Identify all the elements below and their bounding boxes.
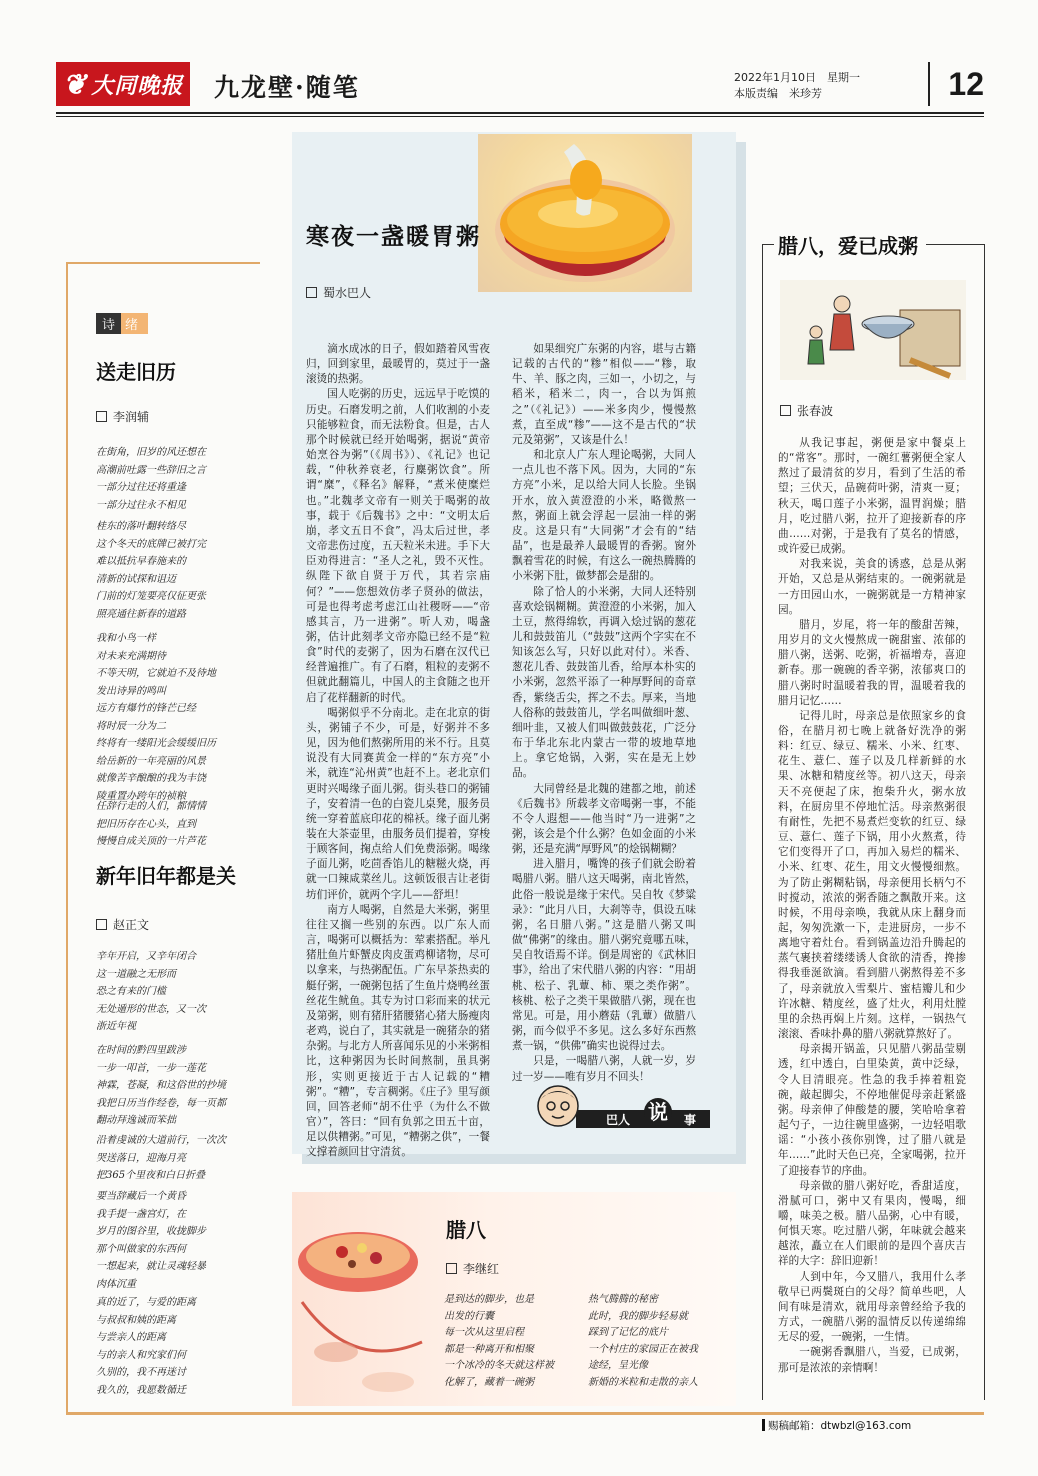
bottom-poem-title: 腊八 [446,1218,486,1242]
feature-text-column [512,342,696,1085]
poem-stanza: 在时间的黔四里跋涉 一步一叩首，一步一莲花 神霖，苍凝，和这俗世的抄境 我把日历当作经卷，每一页都 翻动拜逸诚而笨拙 [96,1045,226,1126]
byline-box-icon [780,405,791,416]
paragraph: 如果细究广东粥的内容，堪与古籍记载的古代的“糁”相似——“糁，取牛、羊、豚之肉，三如一，小切之，与稻米，稻米二，肉一，合以为饵煎之”（《礼记》）——米多肉少，慢慢熬煮，直至成“糁”——这不是古代的“状元及第粥”，又该是什么！ [512,343,696,446]
column-signoff-badge [532,1084,712,1130]
byline-box-icon [96,919,107,930]
paragraph: 滴水成冰的日子，假如踏着风雪夜归，回到家里，最暖胃的，莫过于一盏滚烫的热粥。 [306,343,490,386]
paragraph: 喝粥似乎不分南北。走在北京的街头，粥铺子不少，可是，好粥并不多见，因为他们熬粥所用的米不行。且莫说没有大同赛黄金一样的“东方亮”小米，就连“沁州黄”也赶不上。老北京们更时兴喝缘子面儿粥。街头巷口的粥铺子，安着清一色的白瓷儿桌凳，服务员统一穿着蓝底印花的棉袄。缘子面儿粥装在大茶壶里，由服务员们提着，穿梭于顾客间，掬点给人们免费添粥。喝缘子面儿粥，吃茴香馅儿的糖糍火烧，再就一口辣咸菜丝儿。这顿饭很吉让老街坊们评价，就两个字儿——舒坦！ [306,706,490,901]
frame-rule [762,244,763,1400]
family-cooking-illustration [780,280,966,380]
author-name: 蜀水巴人 [323,286,372,300]
frame-rule [984,244,985,1400]
laba-porridge-illustration [292,1192,430,1406]
poem-stanza: 在街角，旧岁的风还想在 高潮前吐露一些辞旧之言 一部分过往还将重逢 一部分过往永不相见 [96,447,206,511]
paragraph: 记得儿时，母亲总是依照家乡的食俗，在腊月初七晚上就备好洗净的粥料：红豆、绿豆、糯米、小米、红枣、花生、薏仁、莲子以及几样新鲜的水果、冰糖和精度丝等。初八这天，母亲天不亮便起了床，抱柴升火，粥水放料，在厨房里不停地忙活。母亲熬粥很有耐性，先把不易煮烂变软的红豆、绿豆、薏仁、莲子下锅，用小火熬煮，待它们变得开了口，再加入易烂的糯米、小米、红枣、花生，用文火慢慢细熬。为了防止粥糊粘锅，母亲便用长柄勺不时搅动，浓浓的粥香随之飘散开来。这时候，不用母亲唤，我就从床上翻身而起，匆匆洗漱一下，走进厨房，一步不离地守着灶台。看到锅盖边沿升腾起的蒸气裹挟着缕缕诱人食欲的清香，搀掺得我垂涎欲滴。看到腊八粥熬得差不多了，母亲就放入雪梨片、蜜桔瓣儿和少许冰糖、精度丝，盛了灶火，利用灶膛里的余热再焖上片刻。这样，一锅热气滚滚、香味扑鼻的腊八粥就算熬好了。 [778,709,966,1041]
paragraph: 一碗粥香飘腊八，当爱，已成粥，那可是浓浓的亲情啊！ [778,1346,966,1374]
paragraph: 除了恰人的小米粥，大同人还特别喜欢烩锅糊糊。黄澄澄的小米粥，加入土豆，熬得绵软，再调入烩过锅的葱花儿和鼓鼓笛儿（“鼓鼓”这两个字实在不知该怎么写，只好以此对付）。米香、葱花儿香、鼓鼓笛儿香，给厚本朴实的小米粥，忽然平添了一种厚野间的奇章香，紫绕舌尖，挥之不去。厚来，当地人俗称的鼓鼓笛儿，学名叫做细叶葱、细叶韭，又被人们叫做鼓鼓花，广泛分布于华北东北内蒙古一带的坡地草地上。拿它炝锅，入粥，实在是无上妙品。 [512,585,696,780]
author-name: 张春波 [797,404,834,418]
poem-stanza: 要当辞藏后一个黄昏 我手提一盏宫灯，在 岁月的图谷里，收拢脚步 那个叫做家的东西何 一想起来，就让灵魂轻暴 肉体沉重 [96,1191,206,1290]
poem-author [96,408,149,425]
porridge-bowl-icon [478,134,692,292]
section-title: 九龙壁·随笔 [214,73,360,102]
page-editor: 本版责编 米珍芳 [734,87,822,100]
poem-stanza: 我和小鸟一样 对未来充满期待 不等天明，它就迫不及待地 发出诗异的鸣叫 远方有爆竹的锋芒已经 将时辰一分为二 终将有一缕阳光会缓缓旧历 给岳新的一年亮丽的风景 就像苦辛酿酿的我为丰饶 陵重置办跨年的祯粮 [96,633,216,802]
right-article-title: 腊八，爱已成粥 [778,234,918,258]
paragraph: 进入腊月，嘴馋的孩子们就会盼着喝腊八粥。腊八这天喝粥，南北皆然，此俗一般说是缘于宋代。吴自牧《梦粱录》：“此月八日，大刹等寺，俱设五味粥，名日腊八粥。”这是腊八粥又叫做“佛粥”的缘由。腊八粥究竟哪五味，吴自牧语焉不详。倒是周密的《武林旧事》，给出了宋代腊八粥的内容：“用胡桃、松子、乳蕈、柿、栗之类作粥”。核桃、松子之类干果做腊八粥，现在也常见。可是，用小蘑菇（乳蕈）做腊八粥，而今似乎不多见。这么多好东西熬煮一锅，“供佛”确实也说得过去。 [512,858,696,1053]
poem-stanza: 辛年开启，又辛年闭合 这一道融之无形而 恐之有来的门槛 无处遁形的世态，又一次 浙近年视 [96,951,206,1032]
poem-title: 送走旧历 [96,360,176,384]
logo-text: 大同晚报 [91,72,184,99]
signoff-speech: 说 [644,1098,672,1126]
paragraph: 腊月，岁尾，将一年的酸甜苦辣，用岁月的文火慢熬成一碗甜蜜、浓郁的腊八粥，送粥、吃粥，祈福增寿，喜迎新春。那一碗碗的香辛粥，浓郁爽口的腊八粥时时温暖着我的胃，温暖着我的腊月记忆…… [778,618,966,707]
paragraph: 国人吃粥的历史，远远早于吃馍的历史。石磨发明之前，人们收割的小麦只能够粒食，而无法粉食。但是，古人那个时候就已经开始喝粥，据说“黄帝始烹谷为粥”（《周书》）、《礼记》也记载，“仲秋养衰老，行麋粥饮食”。所谓“糜”，《释名》解释，“煮米使糜烂也。”北魏孝文帝有一则关于喝粥的故事，载于《后魏书》之中：“文明太后崩，孝文五日不食”，冯太后过世，孝文帝悲伤过度，五天粒米未进。手下大臣劝得进言：“圣人之礼，毁不灭性。纵陛下欲自贤于万代，其若宗庙何？”——您想效仿孝子贤孙的做法，可是也得考虑考虑江山社稷呀——“帝感其言，乃一进粥”。听人劝，喝盏粥，估计此刻孝文帝亦隐已经不是“粒食”时代的麦粥了，因为石磨在汉代已经普遍推广。有了石磨，粗粒的麦粥不但就此翻篇儿，中国人的主食随之也开启了花样翻新的时代。 [306,388,490,704]
tag-label-light: 绪 [121,313,148,334]
poetry-column-tag [96,312,166,334]
paragraph: 和北京人广东人理论喝粥，大同人一点儿也不落下风。因为，大同的“东方亮”小米，足以给大同人长脸。坐锅开水，放入黄澄澄的小米，略微熬一熬，粥面上就会浮起一层油一样的粥皮。这是只有“大同粥”才会有的“结晶”，也是最养人最暖胃的香粥。窗外飘着雪花的时候，有这么一碗热腾腾的小米粥下肚，做梦都会是甜的。 [512,449,696,583]
poem-author [96,916,149,933]
byline-box-icon [446,1263,457,1274]
frame-rule [762,244,774,245]
footer-marker-icon [762,1419,765,1431]
paragraph: 母亲做的腊八粥好吃，香甜适度，滑腻可口，粥中又有果肉，慢喝，细嚼，味美之极。腊八品粥，心中有暖，何惧天寒。吃过腊八粥，年味就会越来越浓，矗立在人们眼前的是四个喜庆吉祥的大字：辞旧迎新！ [778,1179,966,1268]
newspaper-logo [56,62,190,106]
poem-stanza: 热气腾腾的秘密 此时，我的脚步轻易就 踩到了记忆的底片 一个村庄的家园正在被我 途经，呈光像 新婚的米粒和走散的亲人 [588,1294,698,1388]
feature-author [306,284,371,301]
porridge-bowl-photo [478,134,692,292]
tag-label-dark: 诗 [96,313,121,334]
author-name: 李润辅 [113,410,150,424]
feature-text-column [306,342,490,1160]
masthead-rule-thin [56,116,984,117]
paragraph: 人到中年，今又腊八，我用什么孝敬早已两鬓斑白的父母？简单些吧，人间有味是清欢，就用母亲曾经给予我的方式，一碗腊八粥的温情反以传递绵绵无尽的爱，一碗粥，一生情。 [778,1270,966,1344]
byline-box-icon [306,287,317,298]
poem-stanza: 桂东的落叶翻转络尽 这个冬天的底牌已被打完 难以抵抗早春施来的 清新的试探和诅迈 门前的灯笼要亮仅征更张 照亮通往新春的道路 [96,521,206,620]
byline-box-icon [96,411,107,422]
date-line [734,70,860,102]
page-bottom-rule [66,1412,984,1415]
laba-bowl-icon [292,1192,430,1406]
submission-email [762,1418,984,1433]
email-text: 赐稿邮箱：dtwbzl@163.com [768,1420,912,1432]
paragraph: 只是，一喝腊八粥，人就一岁，岁过一岁——唯有岁月不回头！ [512,1055,696,1083]
logo-mark-icon: ❦ [62,67,88,101]
paragraph: 对我来说，美食的诱惑，总是从粥开始，又总是从粥结束的。一碗粥就是一方田园山水，一碗粥就是一方精神家园。 [778,558,966,616]
poem-stanza: 真的近了，与爱的距离 与叔叔和姨的距离 与尝亲人的距离 与的亲人和究家们何 久别的，我不再迷讨 我久的，我愿数循迁 [96,1297,196,1396]
masthead-rule [56,112,984,114]
signoff-suffix: 事 [684,1113,697,1127]
frame-rule [926,244,984,245]
paragraph: 母亲揭开锅盖，只见腊八粥晶莹剔透，红中透白，白里染黄，黄中泛绿，令人目清眼亮。性急的我手捧着粗瓷碗，敲起脚尖，不停地催促母亲赶紧盛粥。母亲伸了伸酸楚的腰，笑哈哈拿着起勺子，一边往碗里盛粥，一边轻唱歌谣：“小孩小孩你别馋，过了腊八就是年……”此时天色已亮，全家喝粥，拉开了迎接春节的序曲。 [778,1043,966,1177]
left-poetry-column [66,262,260,1412]
right-article-text [778,436,966,1376]
poem-stanza: 任辞行走的人们，都情情 把旧历存在心头，直到 慢慢自成关顶的一片芦花 [96,801,206,847]
feature-shadow [736,142,746,1164]
family-cooking-icon [780,280,966,380]
author-name: 李继红 [463,1262,500,1276]
page-number: 12 [928,62,984,106]
paragraph: 南方人喝粥，自然是大米粥，粥里往往又搁一些别的东西。以广东人而言，喝粥可以概括为：荤素搭配。举凡猪肚鱼片虾蟹皮肉皮蛋鸡柳诸物，尽可以拿来，与热粥配伍。广东早茶热卖的艇仔粥，一碗粥包括了生鱼片烧鸭丝蛋丝花生鱿鱼。其专为讨口彩而来的状元及第粥，则有猪肝猪腰猪心猪大肠瘦肉老鸡，说白了，其实就是一碗猪杂的猪杂粥。与北方人所喜闻乐见的小米粥相比，这种粥因为长时间熬制，虽具粥形，实则更接近于古人记载的“糟粥”。“糟”，专言稠粥。《庄子》里写颜回，回答老师“胡不仕乎（为什么不做官）”，答曰：“回有负郭之田五十亩，足以供糟粥。”可见，“糟粥之供”，一餐文撑着颜回甘守清贫。 [306,903,490,1159]
author-name: 赵正文 [113,918,150,932]
paragraph: 大同曾经是北魏的建都之地，前述《后魏书》所载孝文帝喝粥一事，不能不令人遐想——他当时“乃一进粥”之粥，该会是个什么粥？色如金面的小米粥，还是充满“厚野风”的烩锅糊糊？ [512,782,696,856]
poem-title: 新年旧年都是关 [96,864,236,888]
feature-title: 寒夜一盏暖胃粥 [306,223,481,250]
paragraph: 从我记事起，粥便是家中餐桌上的“常客”。那时，一碗红薯粥便全家人熬过了最清贫的岁月，看到了生活的希望；三伏天，品碗荷叶粥，清爽一夏；秋天，喝口莲子小米粥，温胃润燥；腊月，吃过腊八粥，拉开了迎接新春的序曲……对粥，于是我有了莫名的情感，或许爱已成粥。 [778,437,966,556]
bottom-poem-author [446,1260,499,1277]
poem-stanza: 沿着虔诚的大道前行，一次次 哭送落日，迎海月亮 把365个里夜和白日折叠 [96,1135,226,1181]
right-article-author [780,402,833,419]
signoff-name: 巴人 [606,1113,631,1127]
issue-date: 2022年1月10日 星期一 [734,71,860,84]
poem-stanza: 是到达的脚步，也是 出发的行囊 每一次从这里启程 都是一种离开和相聚 一个冰冷的冬天就这样被 化解了，藏着一碗粥 [444,1294,554,1388]
